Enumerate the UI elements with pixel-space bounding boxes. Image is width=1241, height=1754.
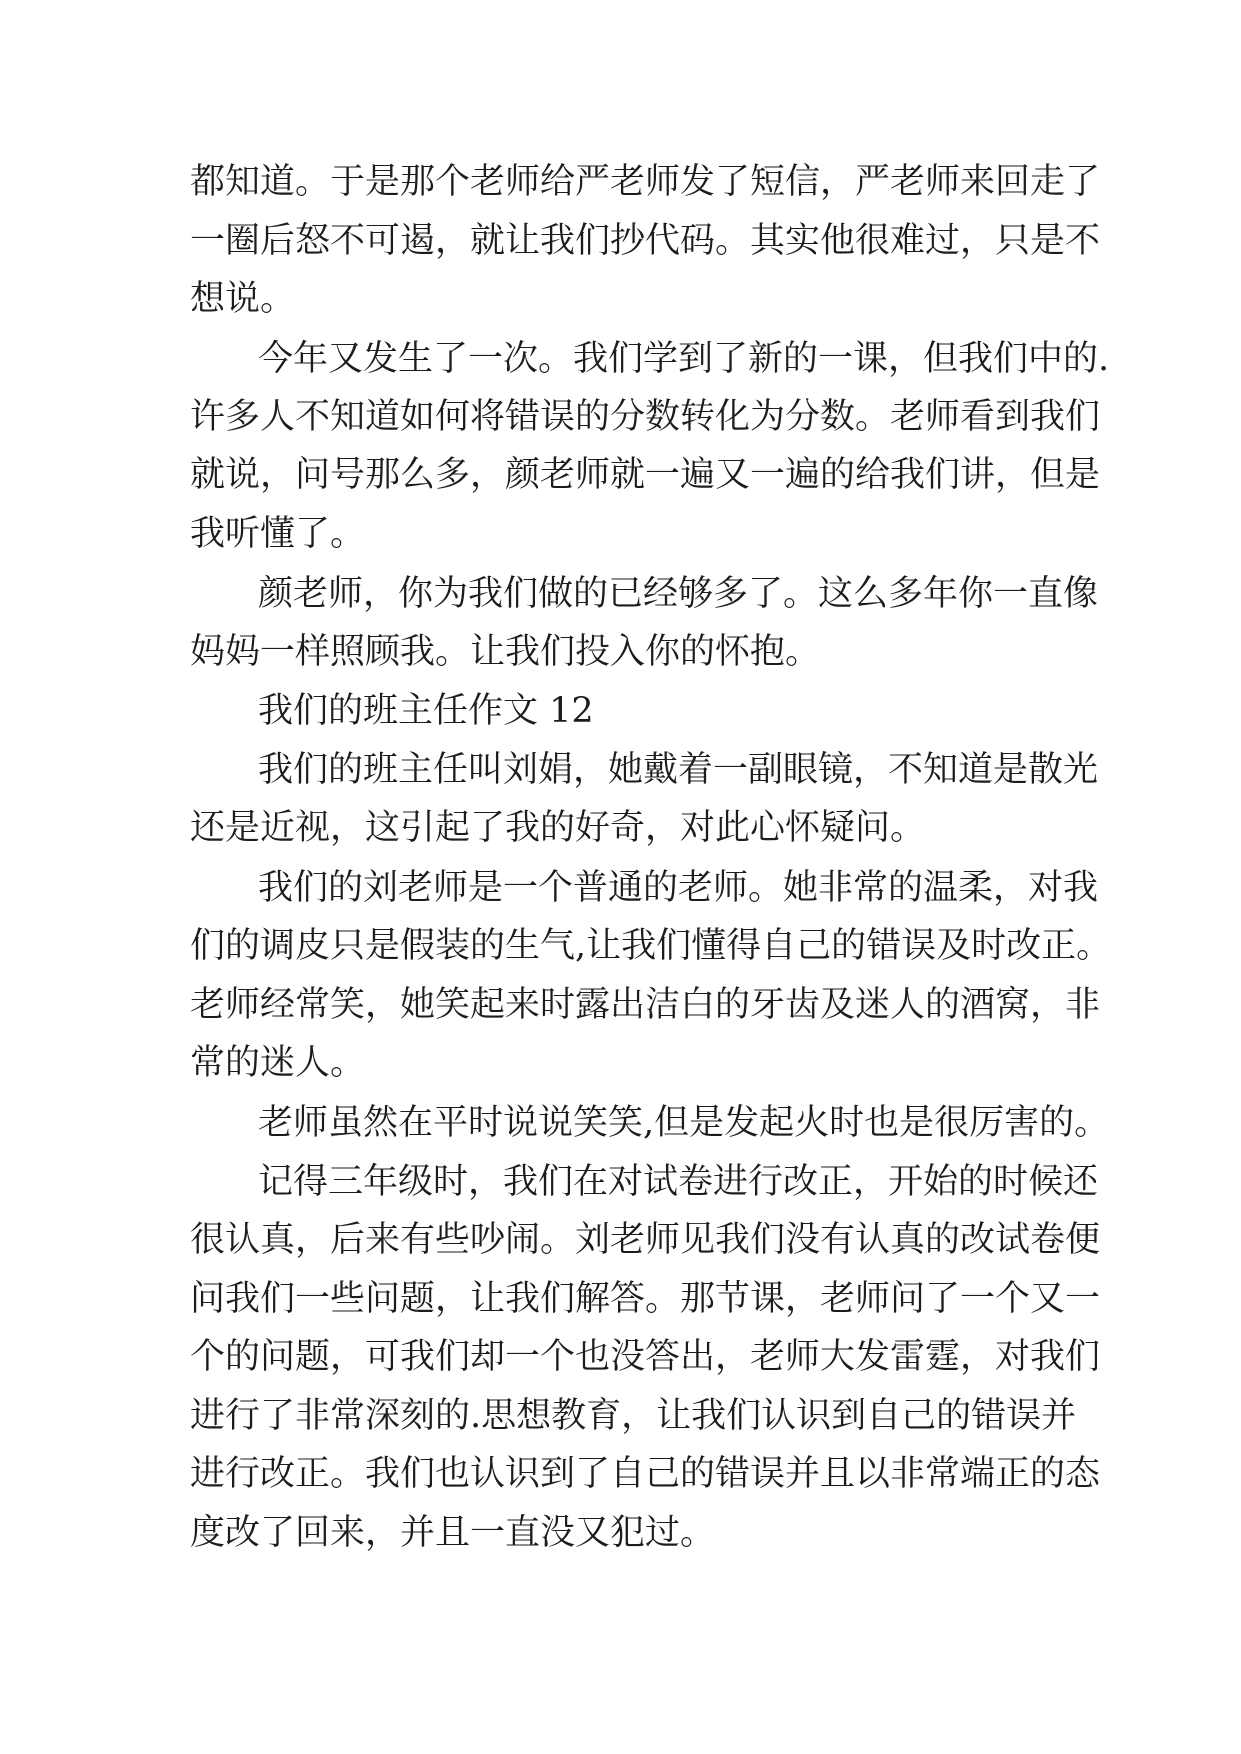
text-line: 一圈后怒不可遏，就让我们抄代码。其实他很难过，只是不 bbox=[190, 221, 1101, 261]
paragraph-first-line: 我们的班主任叫刘娟，她戴着一副眼镜，不知道是散光 bbox=[258, 750, 1099, 790]
paragraph-first-line: 老师虽然在平时说说笑笑,但是发起火时也是很厉害的。 bbox=[258, 1103, 1110, 1143]
paragraph-first-line: 今年又发生了一次。我们学到了新的一课，但我们中的. bbox=[258, 339, 1110, 379]
text-line: 妈妈一样照顾我。让我们投入你的怀抱。 bbox=[190, 632, 821, 672]
text-line: 很认真，后来有些吵闹。刘老师见我们没有认真的改试卷便 bbox=[190, 1220, 1101, 1260]
text-line: 想说。 bbox=[190, 279, 296, 319]
text-line: 就说，问号那么多，颜老师就一遍又一遍的给我们讲，但是 bbox=[190, 455, 1101, 495]
paragraph-first-line: 记得三年级时，我们在对试卷进行改正，开始的时候还 bbox=[258, 1162, 1099, 1202]
text-line: 进行了非常深刻的.思想教育，让我们认识到自己的错误并 bbox=[190, 1396, 1077, 1436]
text-line: 度改了回来，并且一直没又犯过。 bbox=[190, 1513, 716, 1553]
text-line: 老师经常笑，她笑起来时露出洁白的牙齿及迷人的酒窝，非 bbox=[190, 985, 1101, 1025]
text-line: 我听懂了。 bbox=[190, 514, 366, 554]
text-line: 进行改正。我们也认识到了自己的错误并且以非常端正的态 bbox=[190, 1454, 1101, 1494]
text-line: 还是近视，这引起了我的好奇，对此心怀疑问。 bbox=[190, 808, 926, 848]
text-line: 都知道。于是那个老师给严老师发了短信，严老师来回走了 bbox=[190, 162, 1101, 202]
text-line: 们的调皮只是假装的生气,让我们懂得自己的错误及时改正。 bbox=[190, 926, 1112, 966]
text-line: 问我们一些问题，让我们解答。那节课，老师问了一个又一 bbox=[190, 1279, 1101, 1319]
paragraph-first-line: 颜老师，你为我们做的已经够多了。这么多年你一直像 bbox=[258, 574, 1099, 614]
section-heading: 我们的班主任作文 12 bbox=[258, 691, 594, 731]
paragraph-first-line: 我们的刘老师是一个普通的老师。她非常的温柔，对我 bbox=[258, 868, 1099, 908]
text-line: 常的迷人。 bbox=[190, 1043, 366, 1083]
text-line: 个的问题，可我们却一个也没答出，老师大发雷霆，对我们 bbox=[190, 1337, 1101, 1377]
text-line: 许多人不知道如何将错误的分数转化为分数。老师看到我们 bbox=[190, 397, 1101, 437]
